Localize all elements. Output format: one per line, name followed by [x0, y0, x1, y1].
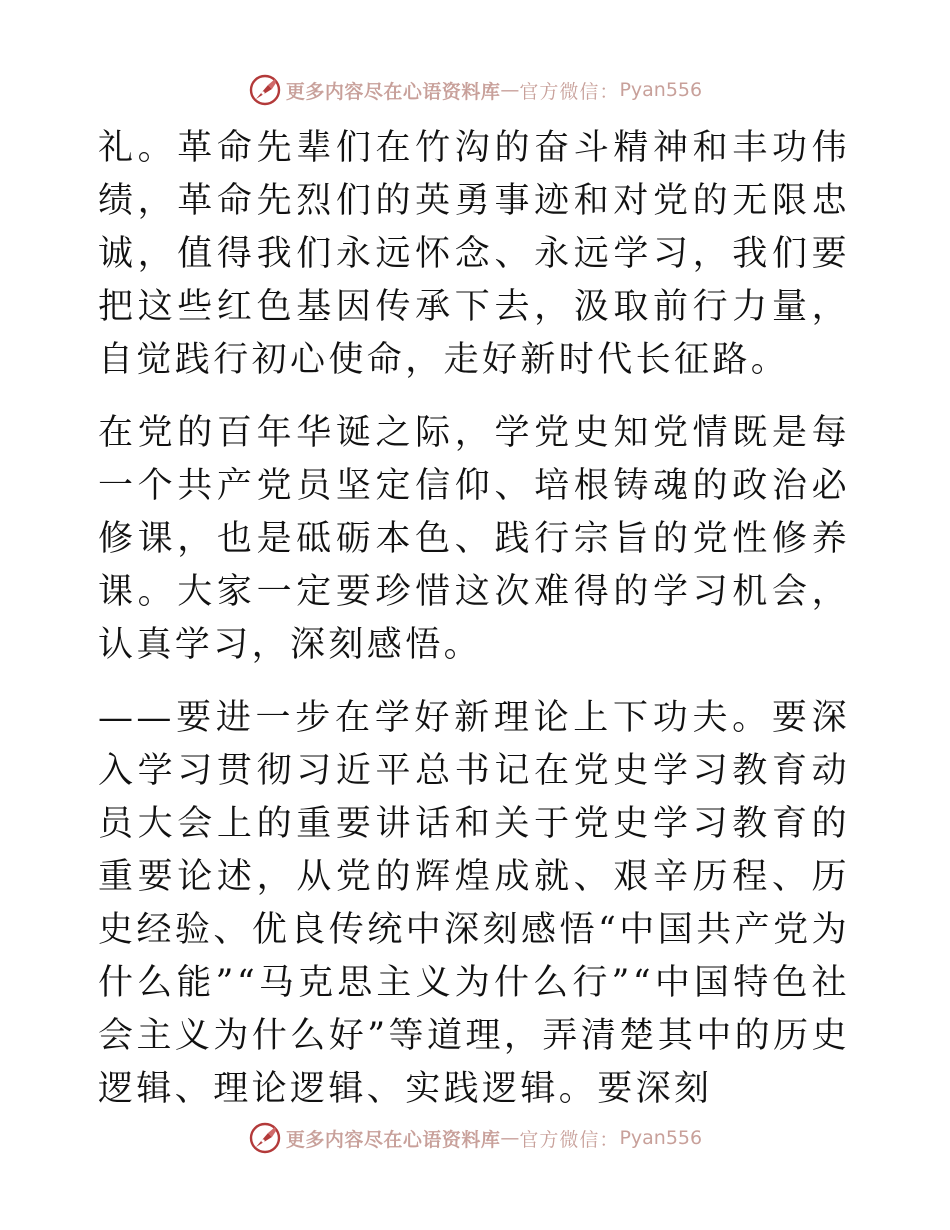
pen-nib-logo-icon [248, 1121, 282, 1155]
header-banner [0, 70, 950, 110]
banner-wechat-id: Pyan556 [619, 1127, 703, 1149]
banner-separator: — [500, 1127, 520, 1149]
footer-banner [0, 1118, 950, 1158]
document-body [98, 122, 850, 1116]
banner-separator: — [500, 79, 520, 101]
banner-wechat-label: 官方微信： [519, 1128, 620, 1151]
banner-wechat-label: 官方微信： [519, 80, 620, 103]
pen-nib-logo-icon [248, 73, 282, 107]
banner-wechat-id: Pyan556 [619, 79, 703, 101]
paragraph-2: 在党的百年华诞之际，学党史知党情既是每一个共产党员坚定信仰、培根铸魂的政治必修课，也是砥砺本色、践行宗旨的党性修养课。大家一定要珍惜这次难得的学习机会，认真学习，深刻感悟。 [98, 413, 850, 665]
paragraph-3: ——要进一步在学好新理论上下功夫。要深入学习贯彻习近平总书记在党史学习教育动员大会上的重要讲话和关于党史学习教育的重要论述，从党的辉煌成就、艰辛历程、历史经验、优良传统中深刻感悟“中国共产党为什么能”“马克思主义为什么行”“中国特色社会主义为什么好”等道理，弄清楚其中的历史逻辑、理论逻辑、实践逻辑。要深刻 [98, 698, 850, 1109]
banner-main-text: 更多内容尽在心语资料库 [285, 80, 501, 103]
banner-main-text: 更多内容尽在心语资料库 [285, 1128, 501, 1151]
paragraph-1: 礼。革命先辈们在竹沟的奋斗精神和丰功伟绩，革命先烈们的英勇事迹和对党的无限忠诚，值得我们永远怀念、永远学习，我们要把这些红色基因传承下去，汲取前行力量，自觉践行初心使命，走好新时代长征路。 [98, 128, 850, 380]
